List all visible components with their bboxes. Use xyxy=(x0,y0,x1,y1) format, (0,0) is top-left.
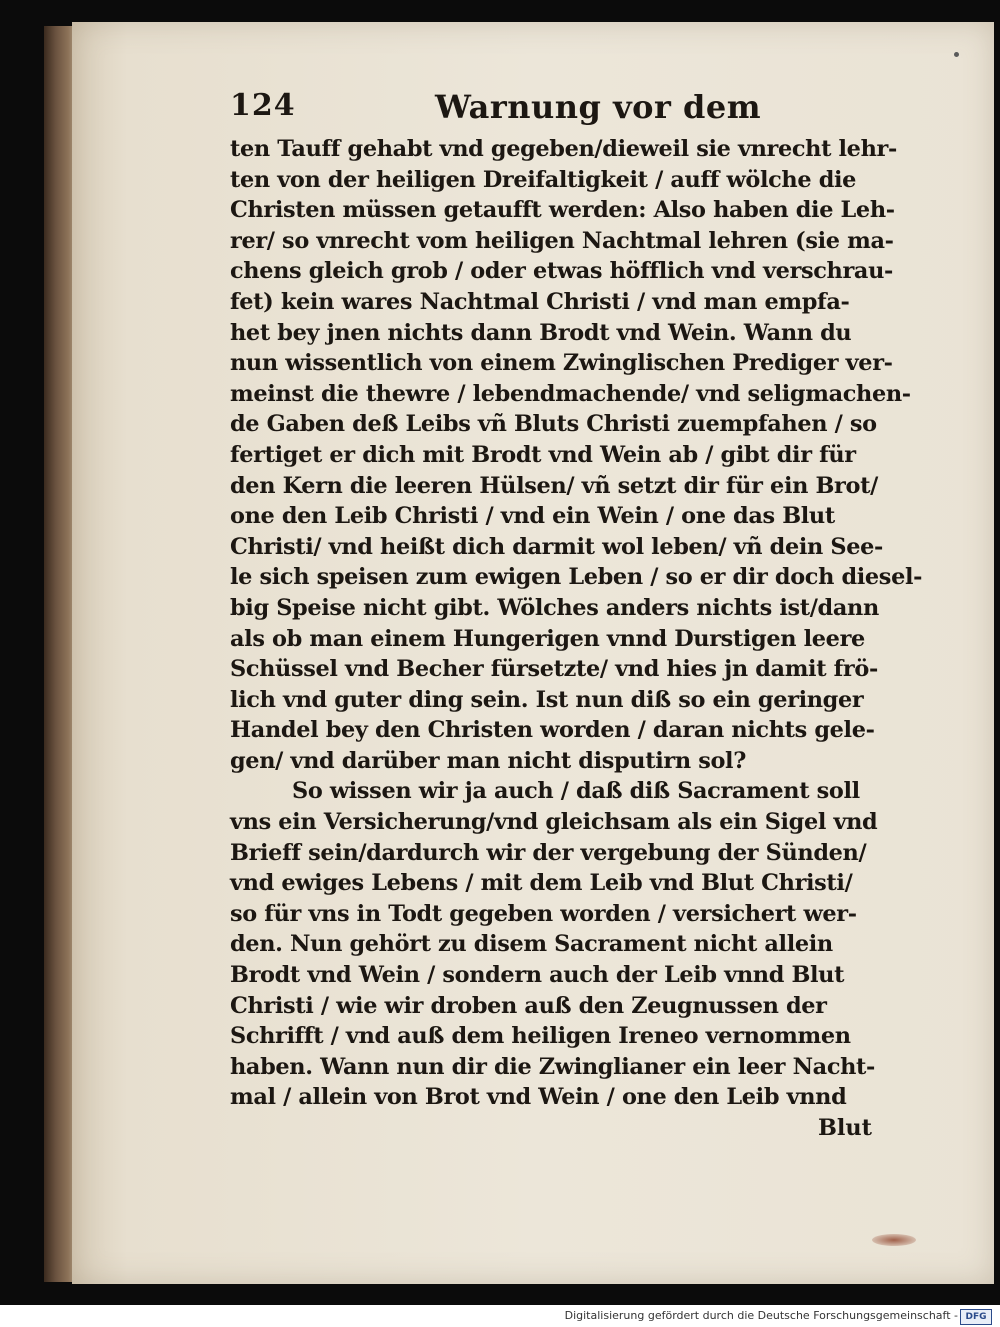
catchword: Blut xyxy=(817,1115,872,1141)
text-line: nun wissentlich von einem Zwinglischen Prediger ver- xyxy=(230,350,893,377)
dfg-logo-icon: DFG xyxy=(960,1309,992,1325)
text-line: one den Leib Christi / vnd ein Wein / one das Blut xyxy=(230,503,835,530)
text-line: de Gaben deß Leibs vñ Bluts Christi zuempfahen / so xyxy=(230,411,877,438)
text-line: Christi/ vnd heißt dich darmit wol leben/ vñ dein See- xyxy=(230,533,883,560)
funding-credit: Digitalisierung gefördert durch die Deutsche Forschungsgemeinschaft - xyxy=(564,1309,958,1322)
text-line: vns ein Versicherung/vnd gleichsam als ein Sigel vnd xyxy=(230,809,878,836)
text-line: als ob man einem Hungerigen vnnd Durstigen leere xyxy=(230,625,865,652)
text-line: Brieff sein/dardurch wir der vergebung der Sünden/ xyxy=(230,839,867,866)
text-line: vnd ewiges Lebens / mit dem Leib vnd Blut Christi/ xyxy=(230,870,853,897)
text-line: mal / allein von Brot vnd Wein / one den Leib vnnd xyxy=(230,1084,847,1111)
text-line: rer/ so vnrecht vom heiligen Nachtmal lehren (sie ma- xyxy=(230,227,894,254)
text-line: ten Tauff gehabt vnd gegeben/dieweil sie vnrecht lehr- xyxy=(230,136,897,162)
text-line: den Kern die leeren Hülsen/ vñ setzt dir für ein Brot/ xyxy=(230,472,878,499)
body-text xyxy=(230,134,923,1113)
text-line: Brodt vnd Wein / sondern auch der Leib vnnd Blut xyxy=(230,962,845,989)
text-line: Handel bey den Christen worden / daran nichts gele- xyxy=(230,717,875,744)
text-line: gen/ vnd darüber man nicht disputirn sol? xyxy=(230,747,746,774)
text-line: chens gleich grob / oder etwas höfflich vnd verschrau- xyxy=(230,258,893,285)
text-line: meinst die thewre / lebendmachende/ vnd seligmachen- xyxy=(230,380,911,407)
text-line: fet) kein wares Nachtmal Christi / vnd man empfa- xyxy=(230,288,850,315)
text-line: Christi / wie wir droben auß den Zeugnussen der xyxy=(230,992,827,1019)
text-line: lich vnd guter ding sein. Ist nun diß so ein geringer xyxy=(230,686,864,713)
text-line: Christen müssen getaufft werden: Also haben die Leh- xyxy=(230,197,895,224)
text-line: big Speise nicht gibt. Wölches anders nichts ist/dann xyxy=(230,594,879,621)
text-line: het bey jnen nichts dann Brodt vnd Wein. Wann du xyxy=(230,319,852,346)
running-head-title: Warnung vor dem xyxy=(435,88,762,126)
page-content xyxy=(230,88,923,1147)
text-line: Schrifft / vnd auß dem heiligen Ireneo vernommen xyxy=(230,1023,851,1050)
text-line: so für vns in Todt gegeben worden / versichert wer- xyxy=(230,900,857,927)
text-line: fertiget er dich mit Brodt vnd Wein ab / gibt dir für xyxy=(230,441,856,468)
catchword-row xyxy=(230,1113,880,1147)
text-line: den. Nun gehört zu disem Sacrament nicht allein xyxy=(230,931,833,958)
text-line: ten von der heiligen Dreifaltigkeit / auff wölche die xyxy=(230,166,857,193)
paragraph-start-line: So wissen wir ja auch / daß diß Sacrament soll xyxy=(292,778,860,805)
text-line: le sich speisen zum ewigen Leben / so er dir doch diesel- xyxy=(230,564,923,591)
text-line: Schüssel vnd Becher fürsetzte/ vnd hies jn damit frö- xyxy=(230,656,878,683)
text-line: haben. Wann nun dir die Zwinglianer ein leer Nacht- xyxy=(230,1053,875,1080)
digitization-footer xyxy=(0,1305,1000,1327)
ink-stain xyxy=(872,1234,916,1246)
running-head xyxy=(230,88,880,132)
page-number: 124 xyxy=(230,88,296,123)
paper-speck xyxy=(954,52,959,57)
